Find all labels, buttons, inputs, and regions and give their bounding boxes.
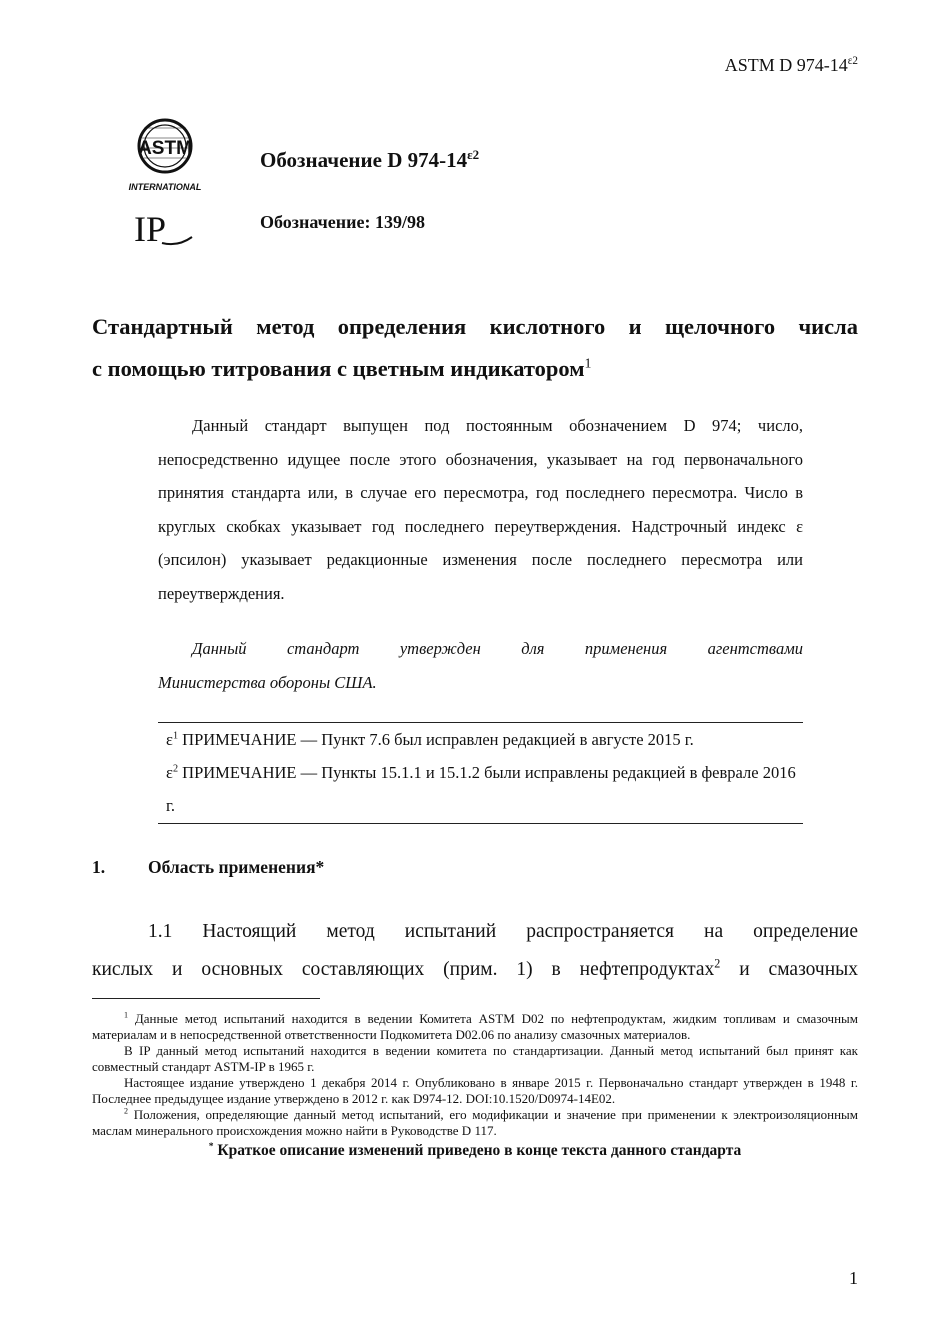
title-line-1: Стандартный метод определения кислотного и щелочного числа	[92, 314, 858, 339]
footnote-1-ref: 1	[124, 1010, 129, 1020]
astm-international-logo	[122, 118, 208, 194]
title-line-2-text: с помощью титрования с цветным индикатором	[92, 356, 585, 381]
page-number: 1	[849, 1268, 858, 1288]
note-2-text: ПРИМЕЧАНИЕ — Пункты 15.1.1 и 15.1.2 были исправлены редакцией в феврале 2016 г.	[166, 763, 796, 815]
paragraph-1-1-line-2	[92, 951, 858, 989]
note-1-symbol: ε	[166, 730, 173, 749]
ip-logo-text: IP	[134, 209, 167, 249]
dod-line-2: Министерства обороны США.	[158, 672, 377, 692]
note-2-sup: 2	[172, 763, 179, 775]
header-code-text: ASTM D 974-14	[724, 55, 848, 75]
footnote-star-ref: *	[208, 1140, 214, 1152]
designation-primary	[260, 148, 479, 173]
designation-ip: Обозначение: 139/98	[260, 212, 426, 232]
dod-approval-note	[158, 632, 803, 699]
editorial-notes-box	[158, 722, 803, 824]
footnote-2-ref: 2	[124, 1106, 129, 1116]
footnote-1-text: Данные метод испытаний находится в ведении Комитета ASTM D02 по нефтепродуктам, жидким топливам и смазочным материалам и в непосредственной ответственности Подкомитета D02.06 по анализу смазочных материалов.	[92, 1011, 858, 1042]
editorial-note-2	[158, 756, 803, 822]
astm-logo-subtext: INTERNATIONAL	[128, 182, 202, 192]
document-header-code	[725, 55, 858, 76]
paragraph-1-1-line-2b: и смазочных	[720, 959, 858, 980]
section-1-number: 1.	[92, 857, 106, 877]
title-line-2	[92, 348, 858, 390]
title-footnote-ref: 1	[584, 356, 592, 372]
header-code-sup: ε2	[847, 55, 858, 67]
standard-intro-paragraph: Данный стандарт выпущен под постоянным обозначением D 974; число, непосредственно идущее после этого обозначения, указывает на год первоначального принятия стандарта или, в случае его пересмотра, год последнего пересмотра. Число в круглых скобках указывает год последнего переутверждения. Надстрочный индекс ε (эпсилон) указывает редакционные изменения после последнего пересмотра или переутверждения.	[158, 416, 803, 603]
section-1-title: Область применения*	[148, 857, 325, 877]
footnote-1-ip: В IP данный метод испытаний находится в ведении комитета по стандартизации. Данный метод испытаний был принят как совместный стандарт ASTM-IP в 1965 г.	[92, 1043, 858, 1074]
footnote-2-text: Положения, определяющие данный метод испытаний, его модификации и значение при применении к электроизоляционным маслам минерального происхождения можно найти в Руководстве D 117.	[92, 1107, 858, 1138]
note-2-symbol: ε	[166, 763, 173, 782]
paragraph-1-1-ref: 2	[714, 956, 721, 971]
section-1-heading	[92, 857, 324, 878]
note-1-text: ПРИМЕЧАНИЕ — Пункт 7.6 был исправлен редакцией в августе 2015 г.	[178, 730, 694, 749]
document-title	[92, 306, 858, 390]
editorial-note-1	[158, 723, 803, 756]
paragraph-1-1-line-1: 1.1 Настоящий метод испытаний распространяется на определение	[148, 921, 858, 942]
footnote-2	[92, 1107, 858, 1139]
designation-primary-sup: ε2	[467, 147, 480, 162]
dod-line-1: Данный стандарт утвержден для применения агентствами	[192, 639, 803, 658]
footnote-1-edition: Настоящее издание утверждено 1 декабря 2014 г. Опубликовано в январе 2015 г. Первоначально стандарт утвержден в 1948 г. Последнее предыдущее издание утверждено в 2012 г. как D974-12. DOI:10.1520/D0974-14E02.	[92, 1075, 858, 1106]
footnote-star-text: Краткое описание изменений приведено в конце текста данного стандарта	[213, 1142, 742, 1159]
footnote-separator	[92, 998, 320, 999]
footnotes	[92, 1011, 858, 1159]
astm-logo-text: ASTM	[138, 138, 192, 159]
footnote-summary-of-changes	[92, 1140, 858, 1159]
note-1-sup: 1	[172, 730, 179, 742]
ip-logo	[132, 207, 196, 249]
paragraph-1-1	[92, 913, 858, 989]
designation-primary-text: Обозначение D 974-14	[260, 148, 468, 172]
footnote-1	[92, 1011, 858, 1043]
paragraph-1-1-line-2a: кислых и основных составляющих (прим. 1) в нефтепродуктах	[92, 959, 715, 980]
